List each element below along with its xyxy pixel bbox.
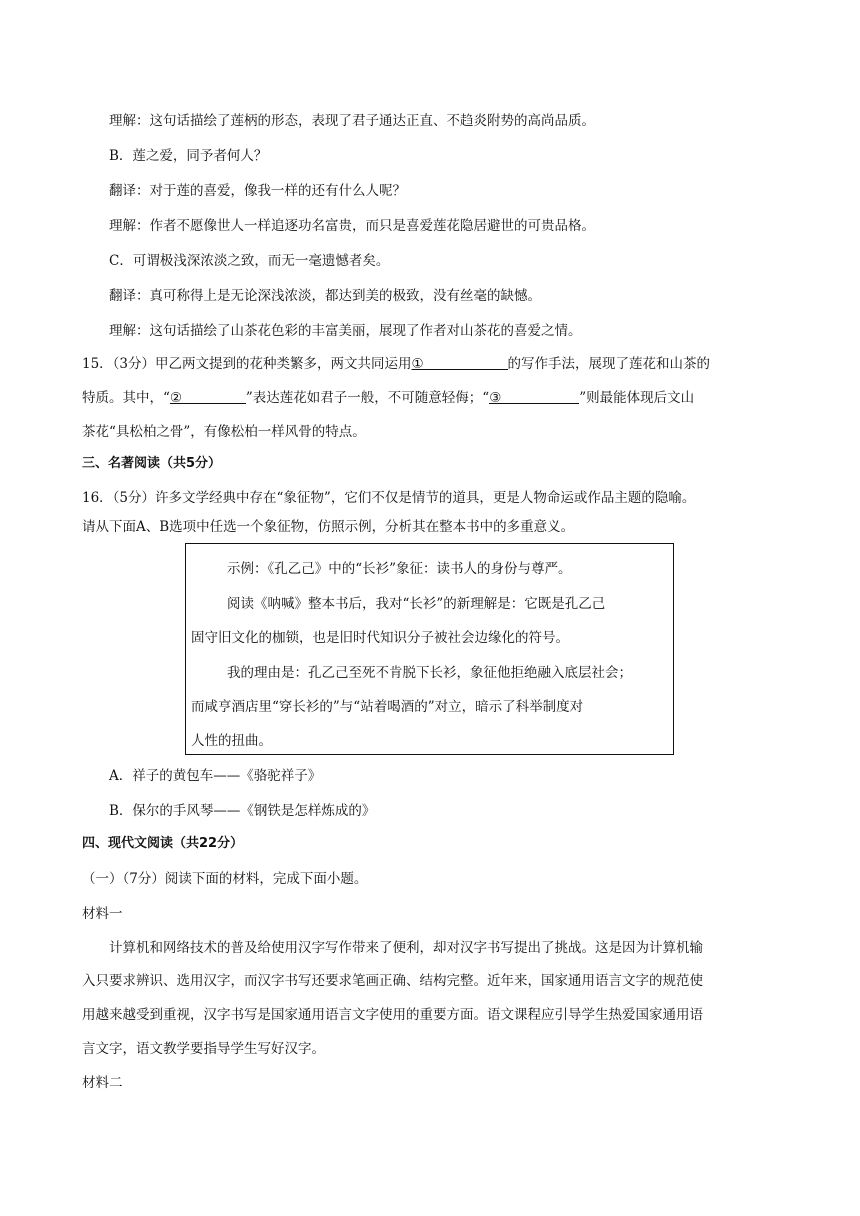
q14-c-understanding: 理解：这句话描绘了山茶花色彩的丰富美丽，展现了作者对山茶花的喜爱之情。	[109, 323, 582, 339]
q15-blank-3-marker: ③	[489, 390, 502, 406]
q14-option-b: B．莲之爱，同予者何人？	[109, 148, 268, 164]
q15-blank-2-marker: ②	[169, 390, 183, 406]
q16-option-a: A．祥子的黄包车——《骆驼祥子》	[109, 768, 322, 784]
q14-b-understanding: 理解：作者不愿像世人一样追逐功名富贵，而只是喜爱莲花隐居避世的可贵品格。	[109, 218, 595, 234]
q16-line2: 请从下面A、B选项中任选一个象征物，仿照示例，分析其在整本书中的多重意义。	[82, 519, 575, 535]
q14-option-c: C．可谓极浅深浓淡之致，而无一毫遗憾者矣。	[109, 253, 390, 269]
q16-line1: 16．（5分）许多文学经典中存在“象征物”，它们不仅是情节的道具，更是人物命运或作品主题的隐喻。	[82, 490, 696, 506]
q14-a-understanding: 理解：这句话描绘了莲柄的形态，表现了君子通达正直、不趋炎附势的高尚品质。	[109, 113, 595, 129]
example-line-2: 阅读《呐喊》整本书后，我对“长衫”的新理解是：它既是孔乙己	[227, 596, 606, 612]
q15-text: 的写作手法，展现了莲花和山茶的	[507, 356, 711, 372]
q15-blank-3[interactable]	[489, 389, 579, 404]
q15-line2	[82, 389, 694, 407]
material1-line1: 计算机和网络技术的普及给使用汉字写作带来了便利，却对汉字书写提出了挑战。这是因为计算机输	[109, 940, 703, 956]
material1-title: 材料一	[82, 906, 123, 922]
q15-text: 15．（3分）甲乙两文提到的花种类繁多，两文共同运用	[82, 356, 412, 372]
example-line-3: 固守旧文化的枷锁，也是旧时代知识分子被社会边缘化的符号。	[191, 630, 569, 646]
example-line-6: 人性的扭曲。	[191, 733, 272, 749]
material2-title: 材料二	[82, 1075, 123, 1091]
q15-text: 特质。其中，“	[82, 390, 170, 406]
example-line-1: 示例：《孔乙己》中的“长衫”象征：读书人的身份与尊严。	[227, 561, 572, 577]
material1-line3: 用越来越受到重视，汉字书写是国家通用语言文字使用的重要方面。语文课程应引导学生热爱国家通用语	[82, 1007, 703, 1023]
part1-intro: （一）（7分）阅读下面的材料，完成下面小题。	[82, 871, 368, 887]
q15-blank-1-marker: ①	[411, 356, 424, 372]
q15-text: ”表达莲花如君子一般，不可随意轻侮；“	[245, 390, 490, 406]
q14-c-translation: 翻译：真可称得上是无论深浅浓淡，都达到美的极致，没有丝毫的缺憾。	[109, 288, 541, 304]
q15-blank-2[interactable]	[170, 389, 246, 404]
q16-option-b: B．保尔的手风琴——《钢铁是怎样炼成的》	[109, 803, 376, 819]
q15-line3: 茶花“具松柏之骨”，有像松柏一样风骨的特点。	[82, 424, 366, 440]
section-heading-4: 四、现代文阅读（共22分）	[82, 836, 244, 851]
example-line-4: 我的理由是：孔乙己至死不肯脱下长衫，象征他拒绝融入底层社会；	[227, 665, 632, 681]
q15-blank-1[interactable]	[412, 355, 508, 370]
q15-text: ”则最能体现后文山	[579, 390, 695, 406]
section-heading-3: 三、名著阅读（共5分）	[82, 456, 222, 471]
material1-line4: 言文字，语文教学要指导学生写好汉字。	[82, 1041, 325, 1057]
q14-b-translation: 翻译：对于莲的喜爱，像我一样的还有什么人呢？	[109, 183, 406, 199]
example-line-5: 而咸亨酒店里“穿长衫的”与“站着喝酒的”对立，暗示了科举制度对	[191, 699, 584, 715]
material1-line2: 入只要求辨识、选用汉字，而汉字书写还要求笔画正确、结构完整。近年来，国家通用语言文字的规范使	[82, 973, 703, 989]
q15-line1	[82, 355, 710, 373]
